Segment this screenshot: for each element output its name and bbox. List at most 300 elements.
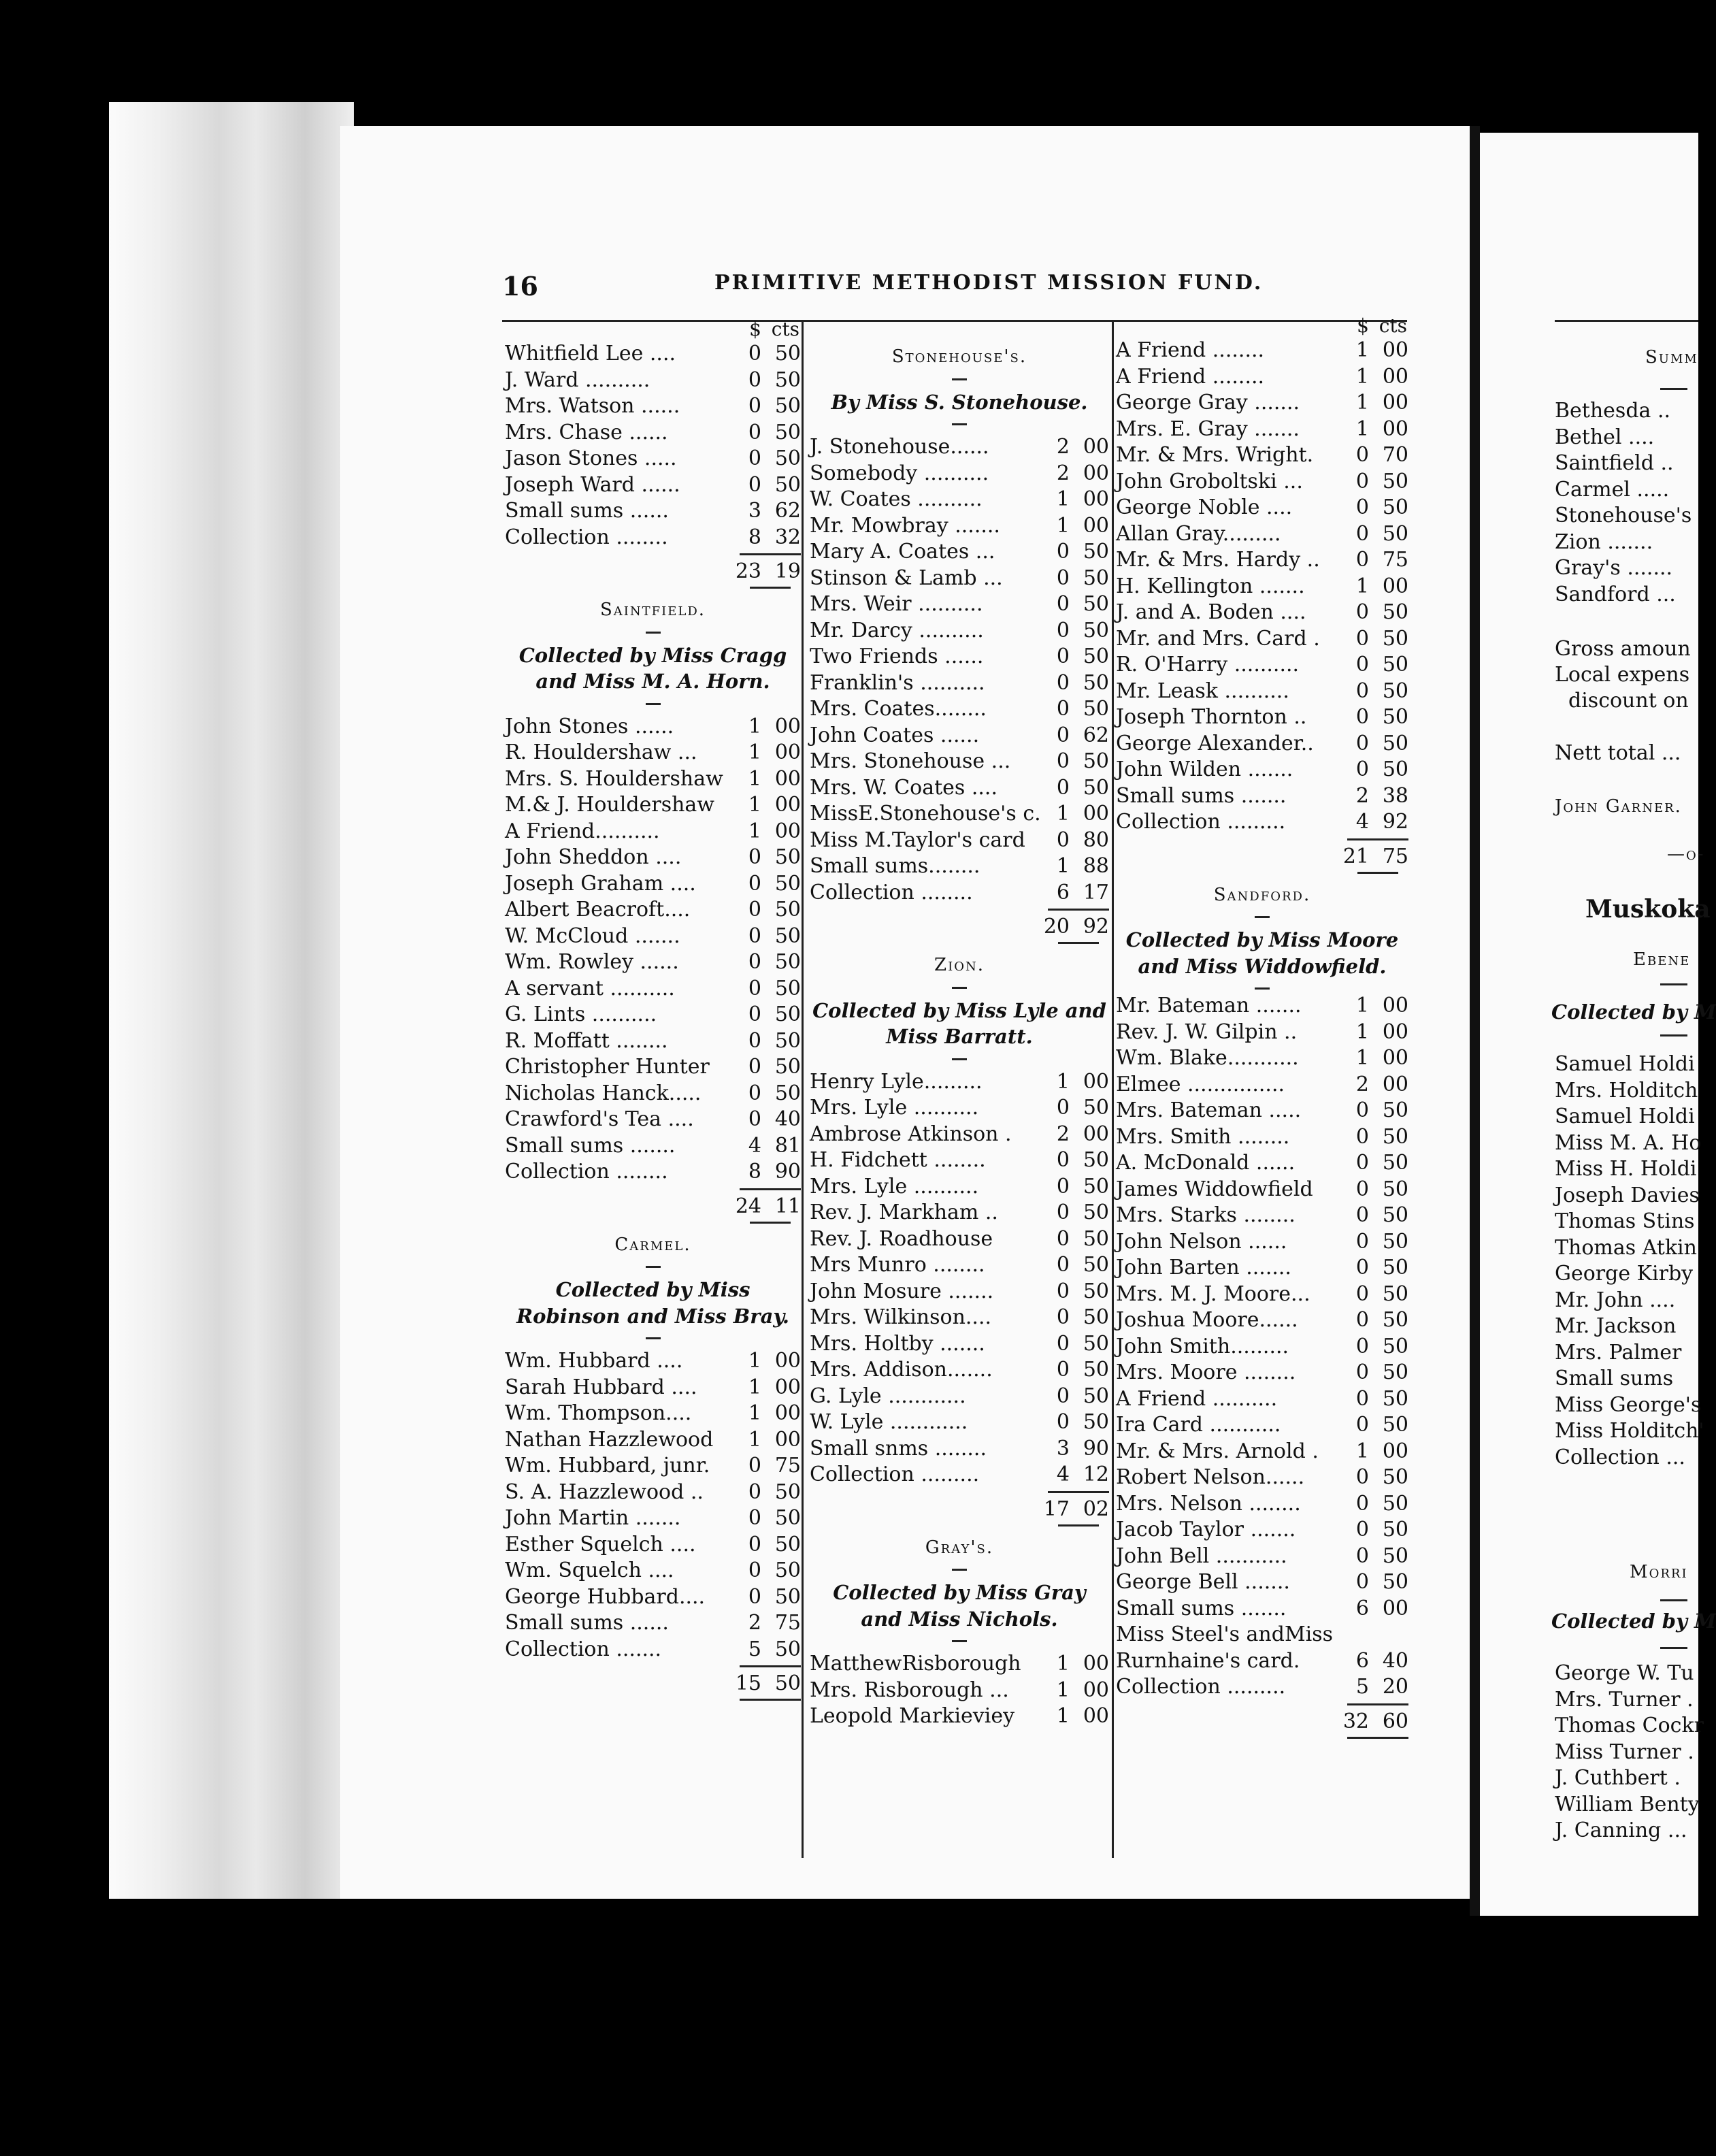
right-top-rule xyxy=(1555,320,1698,322)
contributor-name: Small sums ....... xyxy=(1116,783,1287,808)
contribution-row xyxy=(505,924,801,950)
contribution-row xyxy=(505,1375,801,1401)
amount-dollars: 0 xyxy=(748,394,761,418)
contributor-name: Mrs. Chase ...... xyxy=(505,420,668,444)
amount-dollars: 1 xyxy=(1355,574,1369,598)
right-muskoka-heading: Muskoka xyxy=(1585,895,1711,924)
column-2 xyxy=(810,344,1109,1730)
contributor-name: Rev. J. Roadhouse xyxy=(810,1226,993,1251)
amount-dollars: 0 xyxy=(1355,1256,1369,1279)
amount-dollars: 2 xyxy=(1355,1072,1369,1096)
contributor-name: Mrs. Lyle .......... xyxy=(810,1096,979,1120)
contributor-name: Nathan Hazzlewood xyxy=(505,1427,714,1452)
amount-dollars: 1 xyxy=(1355,338,1369,362)
list-item: Miss Turner . xyxy=(1555,1740,1694,1764)
amount-dollars: 0 xyxy=(748,420,761,444)
contribution-row xyxy=(810,461,1109,487)
collector-saintfield: Collected by Miss Cragg and Miss M. A. Horn. xyxy=(518,643,787,693)
contributor-name: Mrs. Bateman ..... xyxy=(1116,1098,1302,1122)
contribution-row xyxy=(1116,1544,1408,1570)
amount-dollars: 0 xyxy=(1056,723,1070,747)
amount-cents: 50 xyxy=(1382,1491,1408,1516)
contributor-name: John Bell ........... xyxy=(1116,1544,1287,1568)
amount-cents: 00 xyxy=(1083,435,1109,459)
contribution-row xyxy=(1116,1334,1408,1360)
contribution-row xyxy=(810,670,1109,697)
amount-cents: 50 xyxy=(1382,1518,1408,1541)
contributor-name: H. Kellington ....... xyxy=(1116,574,1305,598)
contributor-name: Joseph Ward ...... xyxy=(505,472,680,497)
contribution-row xyxy=(505,1427,801,1454)
contribution-row xyxy=(810,1252,1109,1279)
contributor-name: Mrs. S. Houldershaw xyxy=(505,766,723,791)
contribution-row xyxy=(810,434,1109,461)
contribution-row xyxy=(505,714,801,740)
contributor-name: Collection ........ xyxy=(505,525,668,549)
amount-dollars: 0 xyxy=(748,472,761,497)
amount-cents: 40 xyxy=(1382,1648,1408,1673)
contributor-name: Collection ........ xyxy=(810,880,973,904)
contributor-name: A Friend ........ xyxy=(1116,338,1265,362)
amount-dollars: 1 xyxy=(1056,802,1070,826)
amount-dollars: 2 xyxy=(748,1611,761,1635)
contributor-name: Collection ......... xyxy=(1116,1675,1286,1699)
contribution-row xyxy=(505,1637,801,1663)
amount-cents: 20 xyxy=(1382,1675,1408,1699)
amount-cents: 50 xyxy=(1083,618,1109,642)
contributor-name: Mrs. Watson ...... xyxy=(505,394,680,418)
amount-dollars: 8 xyxy=(748,525,761,549)
right-nett-total: Nett total ... xyxy=(1555,741,1681,765)
contributor-name: Rev. J. Markham .. xyxy=(810,1200,998,1224)
amount-cents: 75 xyxy=(1382,548,1408,572)
amount-cents: 00 xyxy=(774,1401,801,1425)
list-item: Samuel Holdi xyxy=(1555,1105,1695,1128)
amount-dollars: 4 xyxy=(1056,1463,1070,1486)
amount-dollars: 0 xyxy=(1355,705,1369,729)
amount-cents: 00 xyxy=(1382,338,1408,362)
contribution-row xyxy=(810,1409,1109,1436)
contributor-name: Mrs. Lyle .......... xyxy=(810,1174,979,1198)
contributor-name: Robert Nelson...... xyxy=(1116,1465,1305,1489)
amount-dollars: 1 xyxy=(748,1375,761,1399)
list-item: George W. Tu xyxy=(1555,1661,1694,1685)
running-head: PRIMITIVE METHODIST MISSION FUND. xyxy=(714,271,1264,295)
contributor-name: Mr. Darcy .......... xyxy=(810,618,984,642)
section-heading-zion: Zion. xyxy=(934,955,985,975)
amount-dollars: 0 xyxy=(1355,469,1369,493)
contributor-name: Stinson & Lamb ... xyxy=(810,566,1003,590)
contribution-row xyxy=(810,801,1109,828)
amount-dollars: 1 xyxy=(1056,1069,1070,1094)
amount-cents: 00 xyxy=(774,1375,801,1399)
amount-dollars: 0 xyxy=(1355,1098,1369,1122)
contributor-name: Joseph Graham .... xyxy=(505,871,696,896)
section-heading-sandford: Sandford. xyxy=(1213,884,1311,905)
amount-dollars: 1 xyxy=(1355,364,1369,389)
contribution-row xyxy=(1116,1072,1408,1098)
amount-dollars: 6 xyxy=(1355,1648,1369,1673)
total-zion: 17 02 xyxy=(810,1488,1109,1525)
contributor-name: W. McCloud ....... xyxy=(505,924,680,948)
amount-cents: 50 xyxy=(1083,1305,1109,1329)
contribution-row xyxy=(1116,1360,1408,1386)
list-item: Samuel Holdi xyxy=(1555,1052,1695,1076)
contributor-name: A Friend.......... xyxy=(505,819,660,843)
contribution-row xyxy=(505,420,801,446)
list-item: Miss Holditch' xyxy=(1555,1419,1704,1443)
amount-cents: 50 xyxy=(774,394,801,418)
amount-dollars: 0 xyxy=(1355,1570,1369,1594)
amount-dollars: 0 xyxy=(1355,757,1369,781)
amount-cents: 70 xyxy=(1382,443,1408,467)
contribution-row xyxy=(1116,547,1408,574)
amount-cents: 50 xyxy=(1382,653,1408,676)
amount-dollars: 0 xyxy=(748,1506,761,1530)
list-item: Bethel .... xyxy=(1555,425,1655,449)
right-dash-1 xyxy=(1660,388,1687,390)
amount-dollars: 1 xyxy=(1355,1046,1369,1070)
amount-cents: 50 xyxy=(1083,1148,1109,1172)
amount-dollars: 1 xyxy=(748,1427,761,1452)
contribution-row xyxy=(810,1331,1109,1358)
contribution-row xyxy=(810,1357,1109,1384)
collector-grays: Collected by Miss Gray and Miss Nichols. xyxy=(833,1581,1086,1631)
contributor-name: John Smith......... xyxy=(1116,1334,1289,1358)
contribution-row xyxy=(505,740,801,766)
amount-cents: 90 xyxy=(1083,1436,1109,1460)
amount-dollars: 1 xyxy=(1056,854,1070,878)
right-gross: Gross amoun xyxy=(1555,637,1691,661)
amount-cents: 50 xyxy=(774,976,801,1000)
contribution-row xyxy=(1116,1596,1408,1622)
amount-dollars: 0 xyxy=(1056,566,1070,590)
contribution-row xyxy=(505,525,801,551)
amount-cents: 50 xyxy=(1083,566,1109,590)
amount-dollars: 0 xyxy=(748,1055,761,1079)
amount-dollars: 3 xyxy=(1056,1436,1070,1460)
contributor-name: Mrs. Wilkinson.... xyxy=(810,1305,992,1329)
contribution-row xyxy=(1116,809,1408,836)
collector-stonehouse: By Miss S. Stonehouse. xyxy=(831,390,1088,414)
contribution-row xyxy=(810,1069,1109,1096)
contribution-row xyxy=(1116,1412,1408,1439)
contributor-name: Joshua Moore...... xyxy=(1116,1308,1298,1332)
amount-dollars: 4 xyxy=(748,1133,761,1158)
contribution-row xyxy=(810,828,1109,854)
amount-dollars: 0 xyxy=(1056,1279,1070,1303)
contribution-row xyxy=(505,976,801,1002)
page-number: 16 xyxy=(502,271,538,301)
contributor-name: Miss M.Taylor's card xyxy=(810,828,1025,852)
contributor-name: Mrs. Weir .......... xyxy=(810,592,983,616)
list-item: Gray's ....... xyxy=(1555,556,1673,580)
contributor-name: J. and A. Boden .... xyxy=(1116,600,1306,624)
collector-sandford: Collected by Miss Moore and Miss Widdowfield. xyxy=(1125,928,1399,978)
contributor-name: Miss Steel's andMiss xyxy=(1116,1622,1334,1646)
contributor-name: Small sums ...... xyxy=(505,499,669,523)
amount-dollars: 0 xyxy=(1056,1410,1070,1434)
contributor-name: J. Stonehouse...... xyxy=(810,435,989,459)
contributor-name: Jacob Taylor ....... xyxy=(1116,1518,1296,1541)
contributor-name: Wm. Hubbard, junr. xyxy=(505,1454,710,1477)
amount-dollars: 0 xyxy=(1056,1253,1070,1277)
amount-cents: 81 xyxy=(774,1133,801,1158)
column-rule-1 xyxy=(802,322,804,1858)
amount-dollars: 8 xyxy=(748,1160,761,1183)
contribution-row xyxy=(505,368,801,394)
amount-dollars: 0 xyxy=(1355,1203,1369,1227)
amount-cents: 50 xyxy=(1382,1203,1408,1227)
amount-cents: 50 xyxy=(1382,1465,1408,1489)
contributor-name: G. Lints .......... xyxy=(505,1002,657,1026)
contributor-name: Mrs. Risborough ... xyxy=(810,1678,1009,1702)
amount-cents: 50 xyxy=(1083,670,1109,695)
amount-cents: 50 xyxy=(1382,1124,1408,1149)
column-rule-2 xyxy=(1112,322,1114,1858)
contribution-row xyxy=(1116,679,1408,705)
amount-cents: 50 xyxy=(774,1081,801,1105)
contribution-row xyxy=(1116,1439,1408,1465)
contributor-name: John Stones ...... xyxy=(505,714,674,738)
list-item: William Benty xyxy=(1555,1792,1700,1816)
contributor-name: G. Lyle ............ xyxy=(810,1384,966,1408)
contributor-name: Mr. & Mrs. Wright. xyxy=(1116,443,1314,467)
contribution-row xyxy=(810,723,1109,749)
amount-dollars: 1 xyxy=(748,766,761,791)
amount-cents: 12 xyxy=(1083,1463,1109,1486)
contributor-name: Mrs. Moore ........ xyxy=(1116,1360,1296,1384)
amount-dollars: 0 xyxy=(748,1002,761,1026)
contributor-name: M.& J. Houldershaw xyxy=(505,793,714,817)
list-item: Bethesda .. xyxy=(1555,399,1671,423)
contributor-name: Mrs. Stonehouse ... xyxy=(810,749,1011,773)
amount-dollars: 0 xyxy=(1355,1413,1369,1437)
amount-dollars: 0 xyxy=(748,1028,761,1053)
contribution-row xyxy=(505,1002,801,1028)
amount-cents: 50 xyxy=(774,1002,801,1026)
contributor-name: Wm. Blake........... xyxy=(1116,1046,1299,1070)
amount-cents: 50 xyxy=(1382,1151,1408,1175)
contributor-name: Small sums ....... xyxy=(505,1133,676,1158)
amount-cents: 00 xyxy=(1382,1596,1408,1620)
amount-cents: 00 xyxy=(774,1427,801,1452)
amount-dollars: 1 xyxy=(748,1349,761,1373)
right-discount: discount on xyxy=(1568,689,1689,713)
contributor-name: Small snms ........ xyxy=(810,1436,987,1460)
amount-dollars: 0 xyxy=(1056,749,1070,773)
contribution-row xyxy=(505,1081,801,1107)
contributor-name: Small sums ....... xyxy=(1116,1596,1287,1620)
book-gutter xyxy=(1470,126,1480,1916)
amount-dollars: 6 xyxy=(1355,1596,1369,1620)
contribution-row xyxy=(810,853,1109,880)
contribution-row xyxy=(1116,1517,1408,1544)
amount-cents: 00 xyxy=(1382,574,1408,598)
amount-dollars: 0 xyxy=(1355,1229,1369,1254)
amount-dollars: 1 xyxy=(748,714,761,738)
amount-dollars: 0 xyxy=(1355,1465,1369,1489)
contribution-row xyxy=(1116,442,1408,469)
right-ebene-heading: Ebene xyxy=(1633,949,1691,970)
amount-cents: 00 xyxy=(1083,1069,1109,1094)
list-item: Mrs. Palmer xyxy=(1555,1340,1682,1365)
contributor-name: Christopher Hunter xyxy=(505,1055,710,1079)
amount-dollars: 0 xyxy=(1056,670,1070,695)
section-heading-carmel: Carmel. xyxy=(614,1234,691,1255)
contributor-name: Mrs. Nelson ........ xyxy=(1116,1491,1301,1516)
contribution-row xyxy=(505,341,801,368)
contribution-row xyxy=(1116,652,1408,679)
amount-cents: 50 xyxy=(774,420,801,444)
contribution-row xyxy=(505,1107,801,1133)
contributor-name: R. Houldershaw ... xyxy=(505,740,697,764)
section-heading-grays: Gray's. xyxy=(925,1537,994,1558)
contributor-name: Mr. & Mrs. Hardy .. xyxy=(1116,548,1320,572)
amount-cents: 50 xyxy=(1382,521,1408,546)
amount-dollars: 0 xyxy=(748,845,761,869)
list-item: George Kirby xyxy=(1555,1262,1694,1286)
contribution-row xyxy=(1116,1491,1408,1518)
right-dash-3 xyxy=(1660,1034,1687,1036)
amount-cents: 50 xyxy=(1083,644,1109,668)
contribution-row xyxy=(505,1584,801,1611)
amount-dollars: 0 xyxy=(748,1081,761,1105)
contributor-name: W. Lyle ............ xyxy=(810,1410,968,1434)
total-carmel: 15 50 xyxy=(505,1663,801,1699)
amount-cents: 50 xyxy=(774,1055,801,1079)
amount-dollars: 6 xyxy=(1056,880,1070,904)
contribution-row xyxy=(1116,1386,1408,1413)
contributor-name: Elmee ............... xyxy=(1116,1072,1285,1096)
amount-cents: 88 xyxy=(1083,854,1109,878)
amount-cents: 50 xyxy=(1382,1281,1408,1306)
amount-dollars: 0 xyxy=(748,1584,761,1609)
subtotal-3: 21 75 xyxy=(1116,836,1408,872)
contributor-name: A Friend .......... xyxy=(1116,1386,1278,1411)
list-item: Carmel ..... xyxy=(1555,477,1670,502)
amount-dollars: 3 xyxy=(748,499,761,523)
amount-dollars: 0 xyxy=(1056,592,1070,616)
contributor-name: A Friend ........ xyxy=(1116,364,1265,389)
amount-dollars: 0 xyxy=(1355,521,1369,546)
amount-cents: 50 xyxy=(1382,1334,1408,1358)
total-sandford: 32 60 xyxy=(1116,1701,1408,1737)
amount-cents: 50 xyxy=(774,1532,801,1556)
contribution-row xyxy=(1116,626,1408,653)
contribution-row xyxy=(810,644,1109,670)
contributor-name: Wm. Squelch .... xyxy=(505,1558,674,1582)
amount-dollars: 0 xyxy=(1355,1491,1369,1516)
contribution-row xyxy=(505,1133,801,1160)
contribution-row xyxy=(1116,1124,1408,1151)
contribution-row xyxy=(810,487,1109,513)
contributor-name: Mr. Mowbray ....... xyxy=(810,513,1000,538)
contribution-row xyxy=(810,1279,1109,1305)
contributor-name: Rev. J. W. Gilpin .. xyxy=(1116,1019,1298,1044)
right-local-expenses: Local expens xyxy=(1555,663,1690,687)
contribution-row xyxy=(505,897,801,924)
contributor-name: Mrs. W. Coates .... xyxy=(810,775,997,800)
contributor-name: John Coates ...... xyxy=(810,723,980,747)
contributor-name: A servant .......... xyxy=(505,976,675,1000)
contribution-row xyxy=(1116,1674,1408,1701)
contributor-name: John Barten ....... xyxy=(1116,1256,1291,1279)
amount-cents: 00 xyxy=(774,714,801,738)
amount-cents: 00 xyxy=(1382,1046,1408,1070)
amount-cents: 50 xyxy=(1382,1360,1408,1384)
contributor-name: H. Fidchett ........ xyxy=(810,1148,986,1172)
amount-dollars: 0 xyxy=(748,924,761,948)
book-page-edges xyxy=(109,102,354,1899)
amount-cents: 50 xyxy=(1083,1174,1109,1198)
amount-cents: 50 xyxy=(1382,626,1408,651)
amount-cents: 50 xyxy=(1083,1279,1109,1303)
amount-cents: 50 xyxy=(1083,1096,1109,1120)
contributor-name: R. O'Harry .......... xyxy=(1116,653,1300,676)
contribution-row xyxy=(1116,1177,1408,1203)
contributor-name: George Hubbard.... xyxy=(505,1584,706,1609)
contributor-name: Wm. Rowley ...... xyxy=(505,950,679,974)
contributor-name: Wm. Hubbard .... xyxy=(505,1349,683,1373)
section-heading-stonehouse: Stonehouse's. xyxy=(891,346,1027,367)
contributor-name: Mr. Leask .......... xyxy=(1116,679,1289,703)
column-3 xyxy=(1116,313,1408,1737)
amount-dollars: 0 xyxy=(748,446,761,470)
amount-cents: 00 xyxy=(1083,1678,1109,1702)
amount-dollars: 1 xyxy=(1056,1652,1070,1676)
amount-cents: 00 xyxy=(774,766,801,791)
contributor-name: George Gray ....... xyxy=(1116,391,1300,414)
contributor-name: Franklin's .......... xyxy=(810,670,985,695)
amount-cents: 00 xyxy=(1382,391,1408,414)
amount-dollars: 0 xyxy=(748,1480,761,1504)
amount-dollars: 1 xyxy=(748,1401,761,1425)
contribution-row xyxy=(1116,416,1408,443)
contributor-name: James Widdowfield xyxy=(1116,1177,1313,1201)
contribution-row xyxy=(505,1610,801,1637)
amount-dollars: 0 xyxy=(1056,775,1070,800)
right-dash-4 xyxy=(1660,1599,1687,1601)
amount-dollars: 0 xyxy=(748,950,761,974)
amount-dollars: 1 xyxy=(1056,1704,1070,1728)
contribution-row xyxy=(1116,600,1408,626)
amount-dollars: 2 xyxy=(1056,461,1070,485)
list-item: Miss George's xyxy=(1555,1392,1702,1417)
contributor-name: John Nelson ...... xyxy=(1116,1229,1287,1254)
amount-cents: 00 xyxy=(1382,416,1408,441)
right-summary-list xyxy=(1555,398,1692,608)
contribution-row xyxy=(810,566,1109,592)
amount-cents: 50 xyxy=(1083,1384,1109,1408)
contribution-row xyxy=(810,539,1109,566)
list-item: Stonehouse's xyxy=(1555,504,1692,527)
amount-dollars: 0 xyxy=(1355,495,1369,519)
list-item: Saintfield .. xyxy=(1555,451,1674,475)
contribution-row xyxy=(810,1174,1109,1200)
amount-cents: 50 xyxy=(1382,1544,1408,1568)
amount-dollars: 0 xyxy=(1355,626,1369,651)
contributor-name: Small sums ...... xyxy=(505,1611,669,1635)
contribution-row xyxy=(505,949,801,976)
amount-dollars: 0 xyxy=(1355,1151,1369,1175)
contributor-name: John Groboltski ... xyxy=(1116,469,1303,493)
amount-dollars: 1 xyxy=(1355,1019,1369,1044)
amount-cents: 50 xyxy=(1083,749,1109,773)
amount-cents: 50 xyxy=(1382,1098,1408,1122)
amount-cents: 50 xyxy=(1083,775,1109,800)
contribution-row xyxy=(810,775,1109,802)
